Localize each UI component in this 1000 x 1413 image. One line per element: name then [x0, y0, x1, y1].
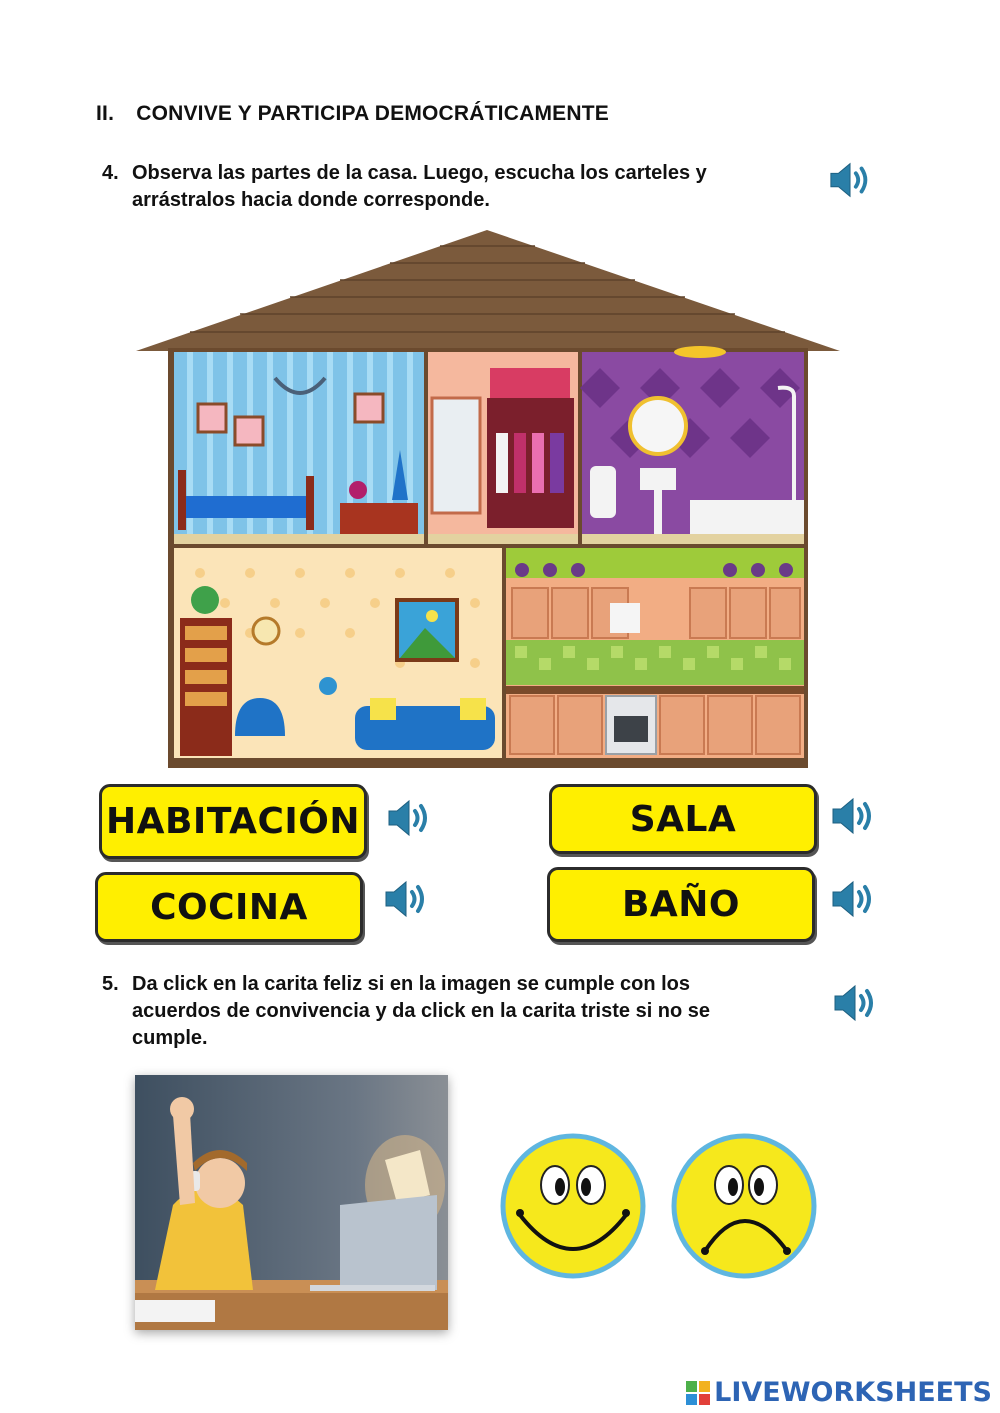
- bedroom-room: [174, 352, 424, 544]
- question-4: [102, 160, 822, 216]
- roof: [136, 230, 840, 351]
- question-4-number: 4.: [102, 162, 119, 184]
- bano-speaker-icon[interactable]: [830, 879, 878, 919]
- question-5: [102, 971, 822, 1053]
- liveworksheets-logo-text: LIVEWORKSHEETS: [714, 1377, 992, 1408]
- question-5-number: 5.: [102, 973, 119, 995]
- question-5-line-2: acuerdos de convivencia y da click en la carita triste si no se: [132, 1000, 711, 1022]
- question-5-line-3: cumple.: [132, 1027, 208, 1049]
- label-card-cocina[interactable]: COCINA: [95, 872, 363, 942]
- bathroom-room: [580, 346, 804, 544]
- question-5-speaker-icon[interactable]: [832, 983, 880, 1023]
- section-heading: [96, 102, 609, 126]
- label-card-bano[interactable]: BAÑO: [547, 867, 815, 942]
- section-number: II.: [96, 102, 115, 125]
- house-illustration: [130, 228, 845, 770]
- kitchen-room: [506, 548, 804, 758]
- question-4-speaker-icon[interactable]: [828, 160, 874, 200]
- happy-face-icon[interactable]: [500, 1133, 646, 1279]
- question-4-line-1: Observa las partes de la casa. Luego, escucha los carteles y: [132, 162, 707, 184]
- cocina-speaker-icon[interactable]: [383, 879, 431, 919]
- liveworksheets-logo-icon: [685, 1380, 711, 1406]
- label-card-habitacion[interactable]: HABITACIÓN: [99, 784, 367, 859]
- question-5-line-1: Da click en la carita feliz si en la imagen se cumple con los: [132, 973, 691, 995]
- habitacion-speaker-icon[interactable]: [386, 798, 434, 838]
- label-card-sala[interactable]: SALA: [549, 784, 817, 854]
- question-4-line-2: arrástralos hacia donde corresponde.: [132, 189, 490, 211]
- child-laptop-photo: [135, 1075, 448, 1330]
- sad-face-icon[interactable]: [671, 1133, 817, 1279]
- sala-speaker-icon[interactable]: [830, 796, 878, 836]
- section-title: CONVIVE Y PARTICIPA DEMOCRÁTICAMENTE: [136, 102, 609, 125]
- closet-room: [428, 352, 578, 544]
- liveworksheets-logo: [685, 1377, 992, 1408]
